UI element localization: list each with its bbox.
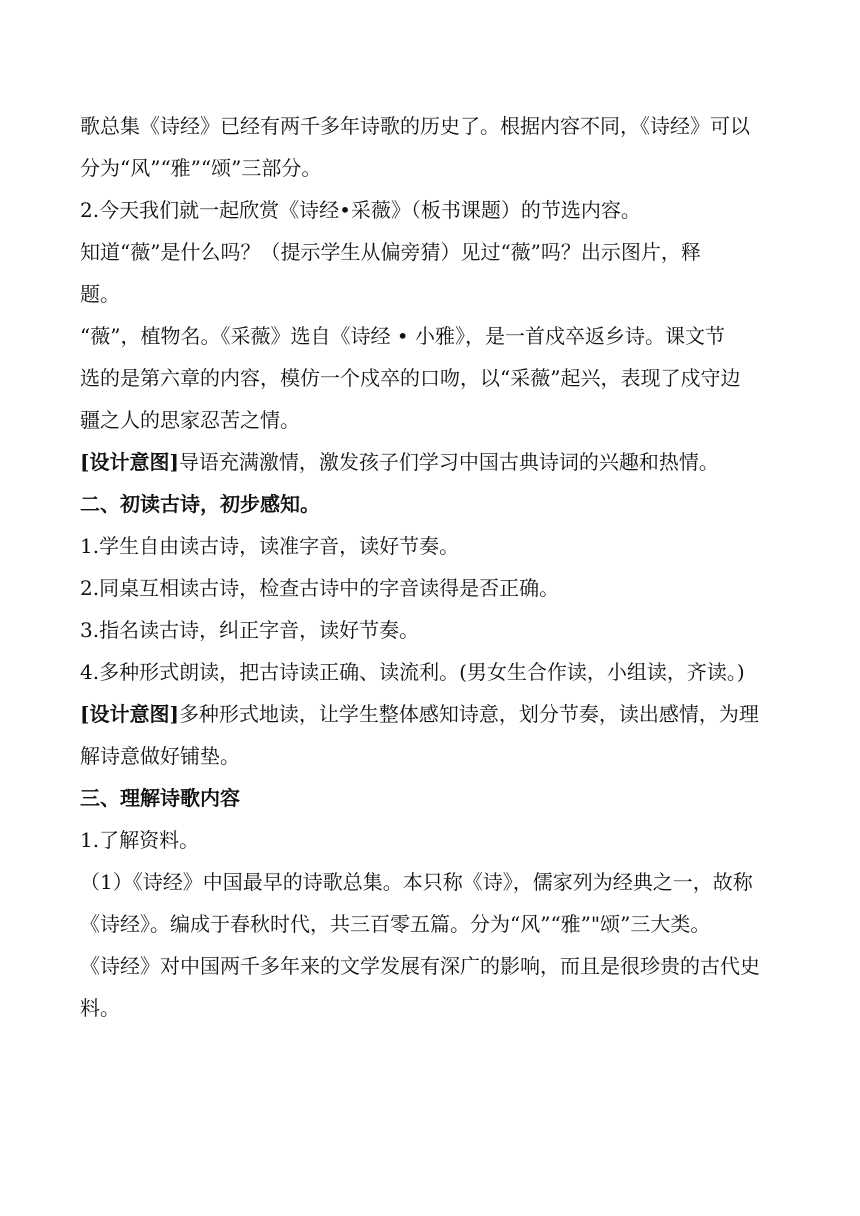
paragraph-line: 选的是第六章的内容，模仿一个戍卒的口吻，以“采薇”起兴，表现了戍守边 <box>80 366 741 390</box>
section-heading: 三、理解诗歌内容 <box>80 786 240 810</box>
paragraph-line: 3.指名读古诗，纠正字音，读好节奏。 <box>80 618 420 642</box>
paragraph-line: 歌总集《诗经》已经有两千多年诗歌的历史了。根据内容不同，《诗经》可以 <box>80 114 750 138</box>
paragraph-line: 题。 <box>80 282 120 306</box>
document-page <box>80 105 780 1029</box>
paragraph-line: 料。 <box>80 996 120 1020</box>
paragraph-line: 2.同桌互相读古诗，检查古诗中的字音读得是否正确。 <box>80 576 560 600</box>
paragraph-line: 解诗意做好铺垫。 <box>80 744 240 768</box>
section-heading: 二、初读古诗，初步感知。 <box>80 492 320 516</box>
paragraph-line: 知道“薇”是什么吗？（提示学生从偏旁猜）见过“薇”吗？出示图片，释 <box>80 240 701 264</box>
paragraph-line: 《诗经》。编成于春秋时代，共三百零五篇。分为“风”“雅”"颂”三大类。 <box>80 912 711 936</box>
paragraph-line: 分为“风”“雅”“颂”三部分。 <box>80 156 322 180</box>
design-intent-label: [设计意图] <box>80 450 179 474</box>
paragraph-line: 4.多种形式朗读，把古诗读正确、读流利。(男女生合作读，小组读，齐读。) <box>80 660 745 684</box>
paragraph-line: “薇”，植物名。《采薇》选自《诗经 • 小雅》，是一首戍卒返乡诗。课文节 <box>80 324 725 348</box>
paragraph-line: （1）《诗经》中国最早的诗歌总集。本只称《诗》，儒家列为经典之一，故称 <box>80 870 753 894</box>
paragraph-line: 《诗经》对中国两千多年来的文学发展有深广的影响，而且是很珍贵的古代史 <box>80 954 760 978</box>
design-intent-text: 多种形式地读，让学生整体感知诗意，划分节奏，读出感情，为理 <box>178 702 759 726</box>
design-intent-line <box>80 441 780 483</box>
paragraph-line: 1.学生自由读古诗，读准字音，读好节奏。 <box>80 534 460 558</box>
design-intent-line <box>80 693 780 735</box>
paragraph-line: 1.了解资料。 <box>80 828 200 852</box>
paragraph-line: 疆之人的思家忍苦之情。 <box>80 408 300 432</box>
paragraph-line: 2.今天我们就一起欣赏《诗经•采薇》（板书课题）的节选内容。 <box>80 198 641 222</box>
design-intent-label: [设计意图] <box>80 702 179 726</box>
design-intent-text: 导语充满激情，激发孩子们学习中国古典诗词的兴趣和热情。 <box>178 450 719 474</box>
